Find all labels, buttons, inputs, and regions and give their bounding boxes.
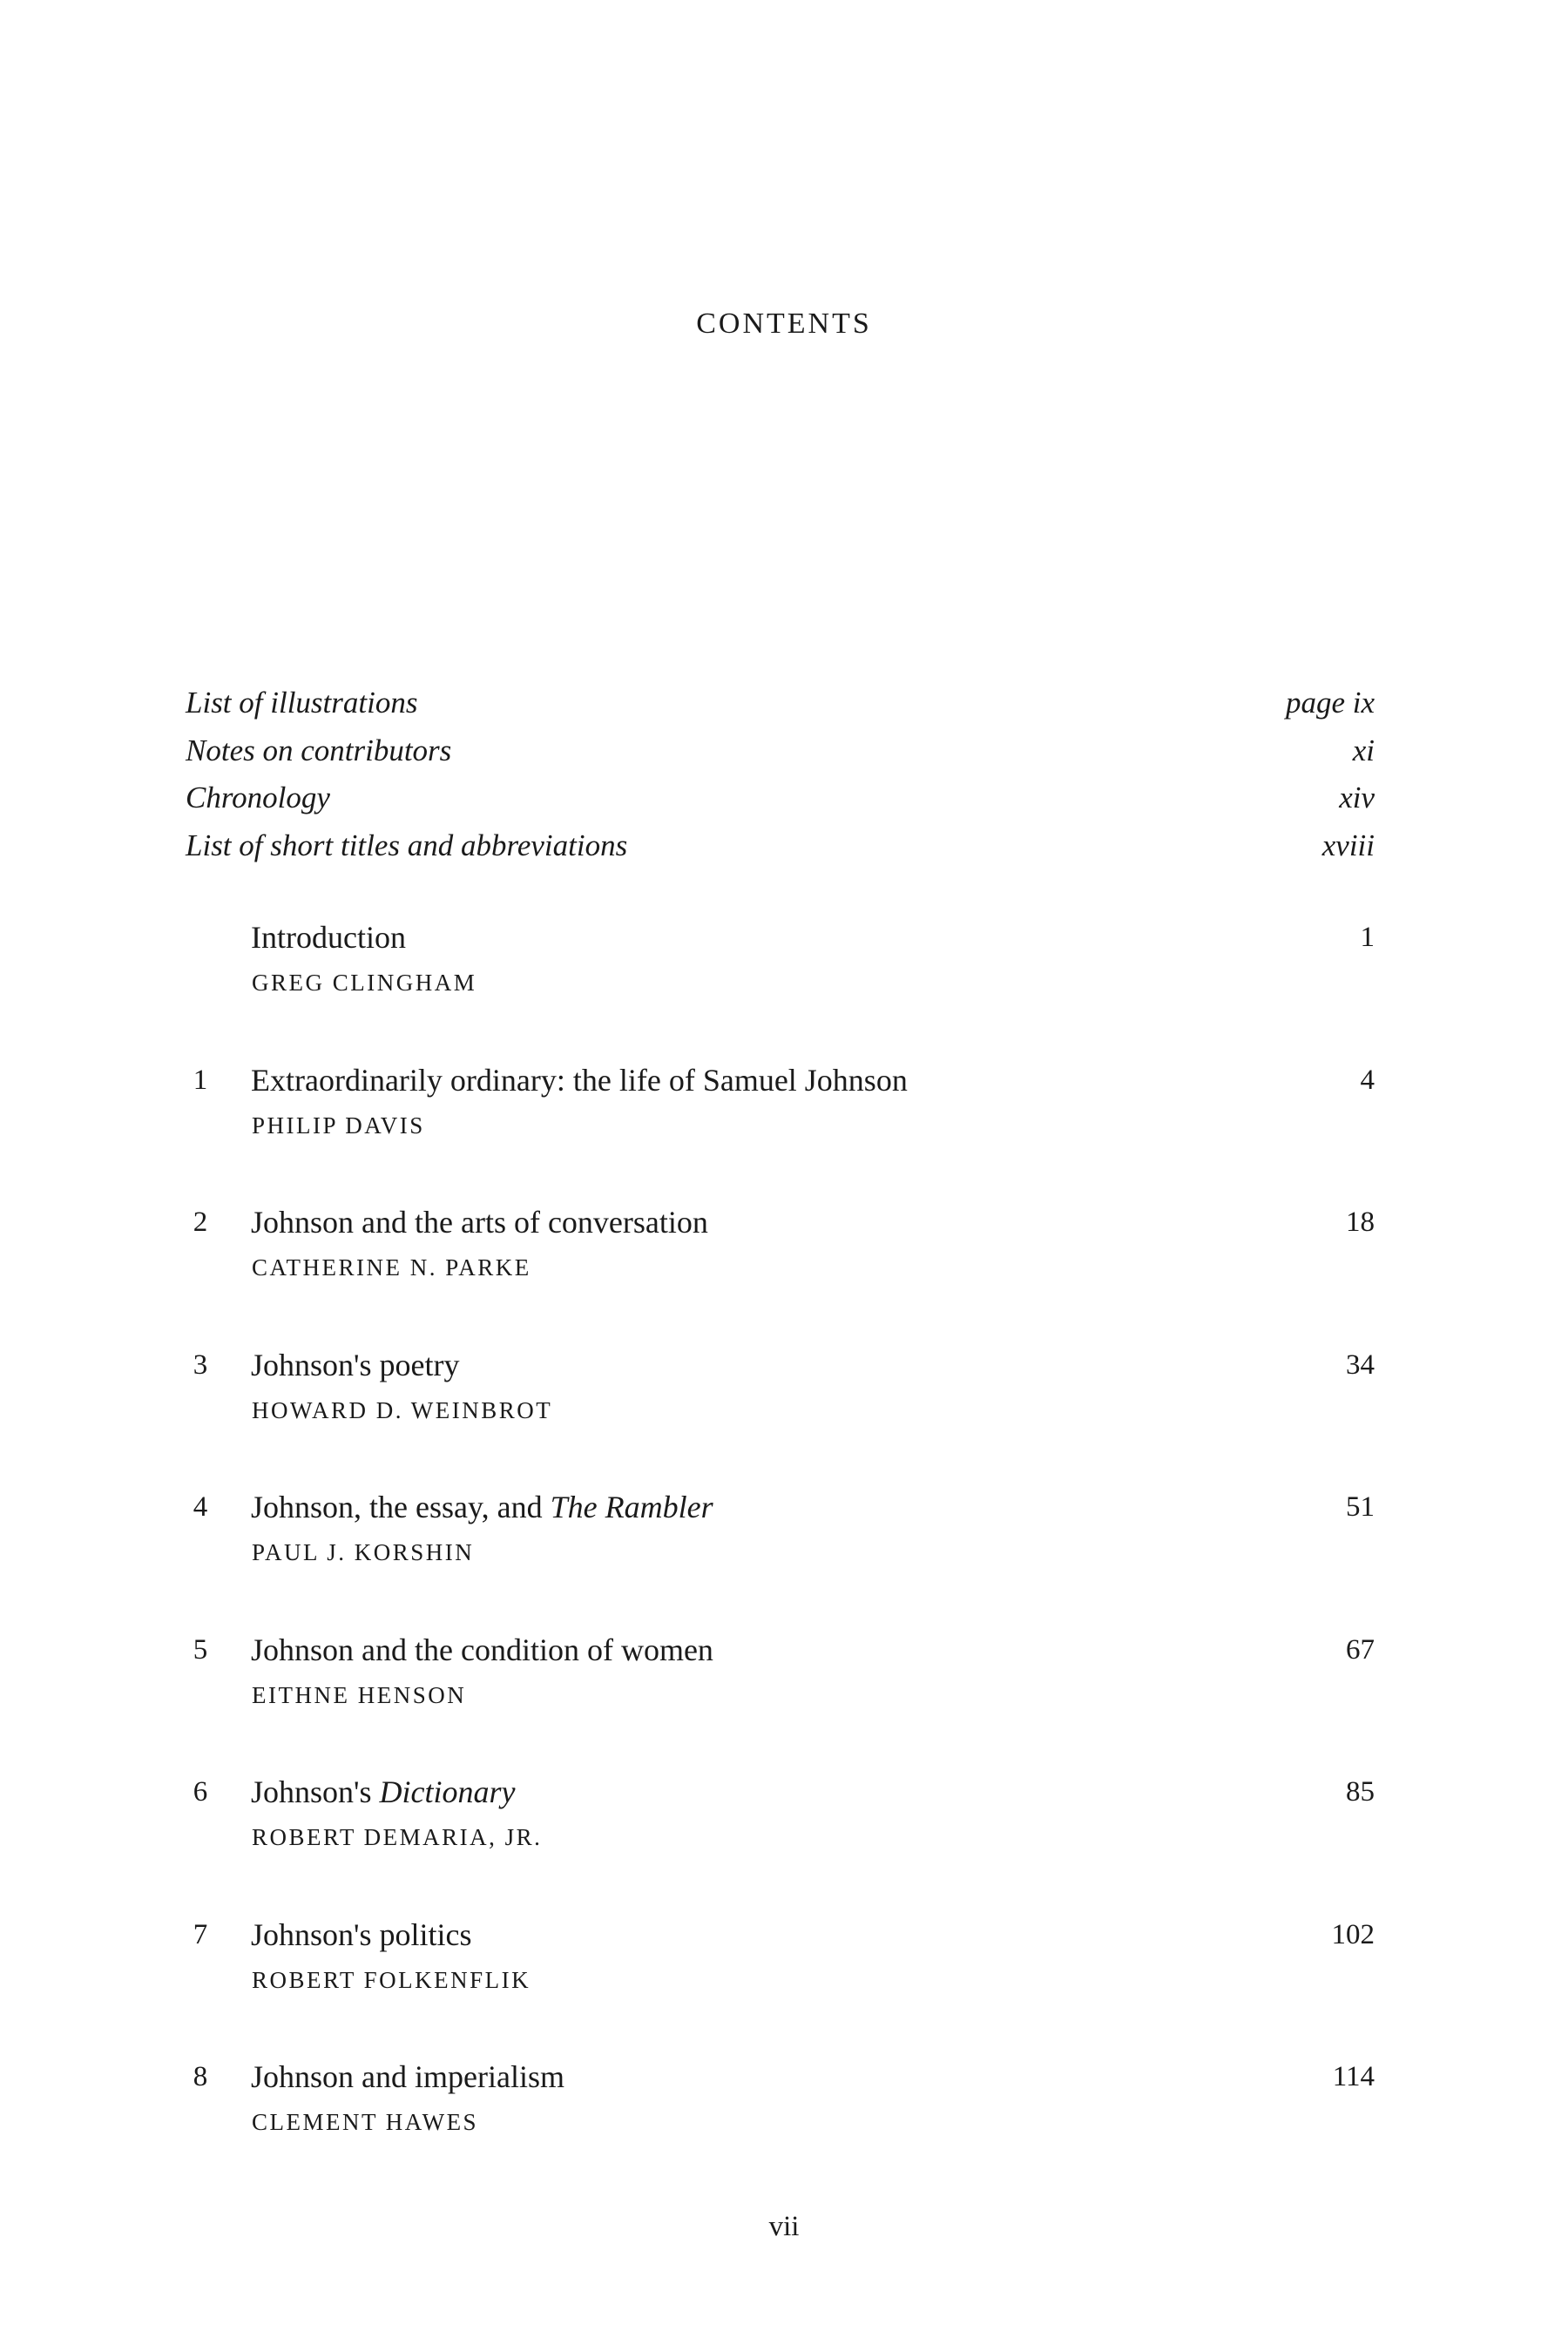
front-matter-page: page ix — [1285, 686, 1375, 720]
chapter-title-text: Introduction — [251, 920, 406, 955]
front-matter-item[interactable] — [186, 733, 1375, 781]
chapter-title — [251, 1916, 472, 1953]
chapter-author: EITHNE HENSON — [252, 1681, 467, 1708]
chapter-title-text: Johnson and the condition of women — [251, 1632, 713, 1667]
chapter-title-text: Johnson's — [251, 1774, 380, 1809]
chapter-title — [251, 919, 406, 956]
chapter-title — [251, 1774, 516, 1810]
front-matter-label: List of short titles and abbreviations — [186, 828, 628, 862]
chapter-page: 34 — [1346, 1348, 1375, 1381]
chapter-entry[interactable] — [0, 1774, 1568, 1916]
chapter-page: 114 — [1332, 2061, 1375, 2092]
chapter-page: 85 — [1346, 1776, 1375, 1808]
chapter-author: CLEMENT HAWES — [252, 2109, 479, 2135]
front-matter-item[interactable] — [186, 828, 1375, 876]
chapter-author: PAUL J. KORSHIN — [252, 1539, 475, 1565]
page-title: CONTENTS — [696, 308, 872, 340]
front-matter-label: Notes on contributors — [186, 733, 452, 767]
front-matter-page: xi — [1352, 733, 1375, 767]
chapter-number: 1 — [193, 1064, 208, 1096]
front-matter-item[interactable] — [186, 686, 1375, 733]
chapter-page: 51 — [1346, 1491, 1375, 1523]
chapter-entry[interactable] — [0, 919, 1568, 1062]
chapter-entry[interactable] — [0, 1062, 1568, 1205]
chapter-title-text: Extraordinarily ordinary: the life of Samuel Johnson — [251, 1062, 908, 1098]
chapter-title-text: Johnson and the arts of conversation — [251, 1205, 708, 1240]
chapter-title-text: Johnson, the essay, and — [251, 1490, 551, 1524]
chapter-title-text: Johnson and imperialism — [251, 2059, 564, 2094]
front-matter-page: xviii — [1321, 828, 1375, 862]
chapter-number: 4 — [193, 1491, 208, 1523]
front-matter-list — [186, 686, 1375, 875]
front-matter-page: xiv — [1339, 781, 1375, 814]
chapter-title — [251, 1062, 908, 1098]
chapter-page: 67 — [1346, 1633, 1375, 1666]
chapter-author: HOWARD D. WEINBROT — [252, 1396, 553, 1423]
front-matter-label: List of illustrations — [186, 686, 418, 720]
chapter-title-text: Johnson's politics — [251, 1916, 472, 1952]
chapter-number: 2 — [193, 1206, 208, 1238]
chapter-title-text: Johnson's poetry — [251, 1347, 460, 1382]
chapter-number: 5 — [193, 1633, 208, 1666]
chapter-title — [251, 1204, 708, 1240]
chapter-number: 3 — [193, 1348, 208, 1381]
chapter-entry[interactable] — [0, 1632, 1568, 1774]
chapter-author: PHILIP DAVIS — [252, 1112, 425, 1139]
chapter-list — [0, 919, 1568, 2201]
front-matter-label: Chronology — [186, 781, 330, 814]
chapter-page: 102 — [1331, 1918, 1375, 1950]
front-matter-item[interactable] — [186, 781, 1375, 828]
chapter-title — [251, 1347, 459, 1383]
chapter-entry[interactable] — [0, 1347, 1568, 1490]
chapter-number: 8 — [193, 2061, 208, 2092]
chapter-title — [251, 2058, 564, 2095]
chapter-entry[interactable] — [0, 1204, 1568, 1347]
chapter-author: CATHERINE N. PARKE — [252, 1254, 531, 1281]
chapter-title-italic: Dictionary — [379, 1774, 516, 1809]
chapter-entry[interactable] — [0, 1489, 1568, 1632]
chapter-entry[interactable] — [0, 2058, 1568, 2201]
chapter-number: 6 — [193, 1776, 208, 1808]
chapter-title — [251, 1632, 713, 1668]
chapter-page: 1 — [1360, 922, 1375, 953]
chapter-author: GREG CLINGHAM — [252, 970, 477, 996]
chapter-page: 18 — [1346, 1206, 1375, 1238]
chapter-entry[interactable] — [0, 1916, 1568, 2059]
chapter-number: 7 — [193, 1918, 208, 1950]
chapter-author: ROBERT DEMARIA, JR. — [252, 1824, 543, 1850]
chapter-title-italic: The Rambler — [550, 1490, 713, 1524]
chapter-page: 4 — [1360, 1064, 1375, 1096]
chapter-title — [251, 1489, 713, 1525]
page-number: vii — [768, 2211, 800, 2242]
chapter-author: ROBERT FOLKENFLIK — [252, 1966, 531, 1993]
